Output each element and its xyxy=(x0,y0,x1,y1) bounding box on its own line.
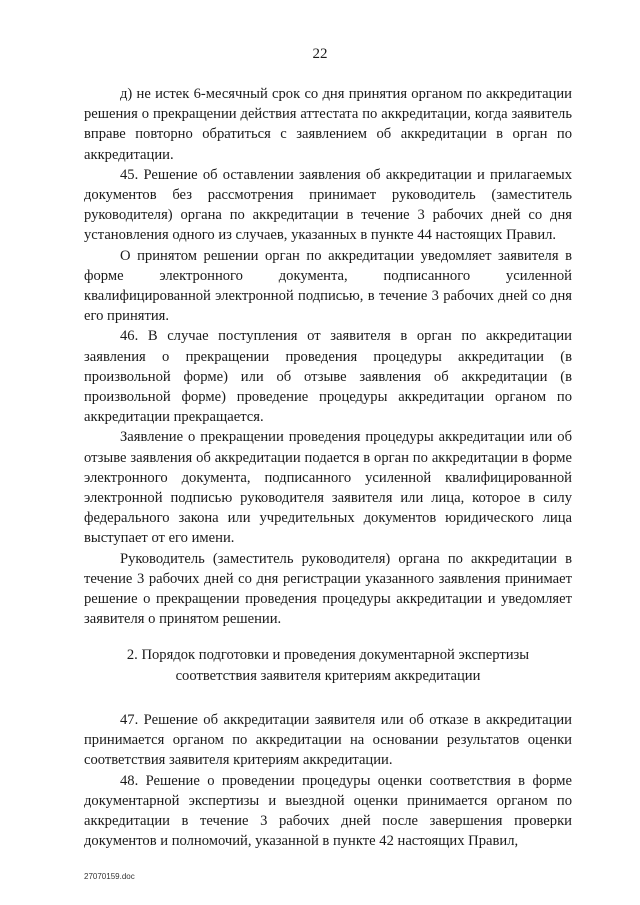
section-heading-line1: 2. Порядок подготовки и проведения документарной экспертизы xyxy=(126,647,530,664)
paragraph-45: 45. Решение об оставлении заявления об аккредитации и прилагаемых документов без рассмотрения принимает руководитель (заместитель руководителя) органа по аккредитации в течение 3 рабочих дней со дня установления одного из случаев, указанных в пункте 44 настоящих Правил. xyxy=(84,166,572,244)
paragraph-48: 48. Решение о проведении процедуры оценки соответствия в форме документарной экспертизы и выездной оценки принимается органом по аккредитации в течение 3 рабочих дней после завершения проверки документов и полномочий, указанной в пункте 42 настоящих Правил, xyxy=(84,772,572,850)
document-body xyxy=(84,84,572,851)
paragraph-46-decision: Руководитель (заместитель руководителя) органа по аккредитации в течение 3 рабочих дней со дня регистрации указанного заявления принимает решение о прекращении проведения процедуры аккредитации и уведомляет заявителя о принятом решении. xyxy=(84,550,572,628)
section-heading-line2: соответствия заявителя критериям аккредитации xyxy=(175,667,481,684)
paragraph-d: д) не истек 6-месячный срок со дня принятия органом по аккредитации решения о прекращении действия аттестата по аккредитации, когда заявитель вправе повторно обратиться с заявлением об аккредитации в орган по аккредитации. xyxy=(84,86,572,163)
page-number: 22 xyxy=(312,46,328,62)
section-heading xyxy=(84,645,572,685)
paragraph-45-notice: О принятом решении орган по аккредитации уведомляет заявителя в форме электронного документа, подписанного усиленной квалифицированной электронной подписью, в течение 3 рабочих дней со дня его принятия. xyxy=(84,247,572,325)
paragraph-46: 46. В случае поступления от заявителя в орган по аккредитации заявления о прекращении проведения процедуры аккредитации (в произвольной форме) или об отзыве заявления об аккредитации (в произвольной форме) проведение процедуры аккредитации органом по аккредитации прекращается. xyxy=(84,328,572,426)
paragraph-47: 47. Решение об аккредитации заявителя или об отказе в аккредитации принимается органом по аккредитации на основании результатов оценки соответствия заявителя критериям аккредитации. xyxy=(84,711,572,769)
paragraph-46-application: Заявление о прекращении проведения процедуры аккредитации или об отзыве заявления об аккредитации подается в орган по аккредитации в форме электронного документа, подписанного усиленной квалифицированной электронной подписью руководителя заявителя или лица, которое в силу федерального закона или учредительных документов юридического лица выступает от его имени. xyxy=(84,429,572,547)
footer-filename: 27070159.doc xyxy=(84,872,135,881)
